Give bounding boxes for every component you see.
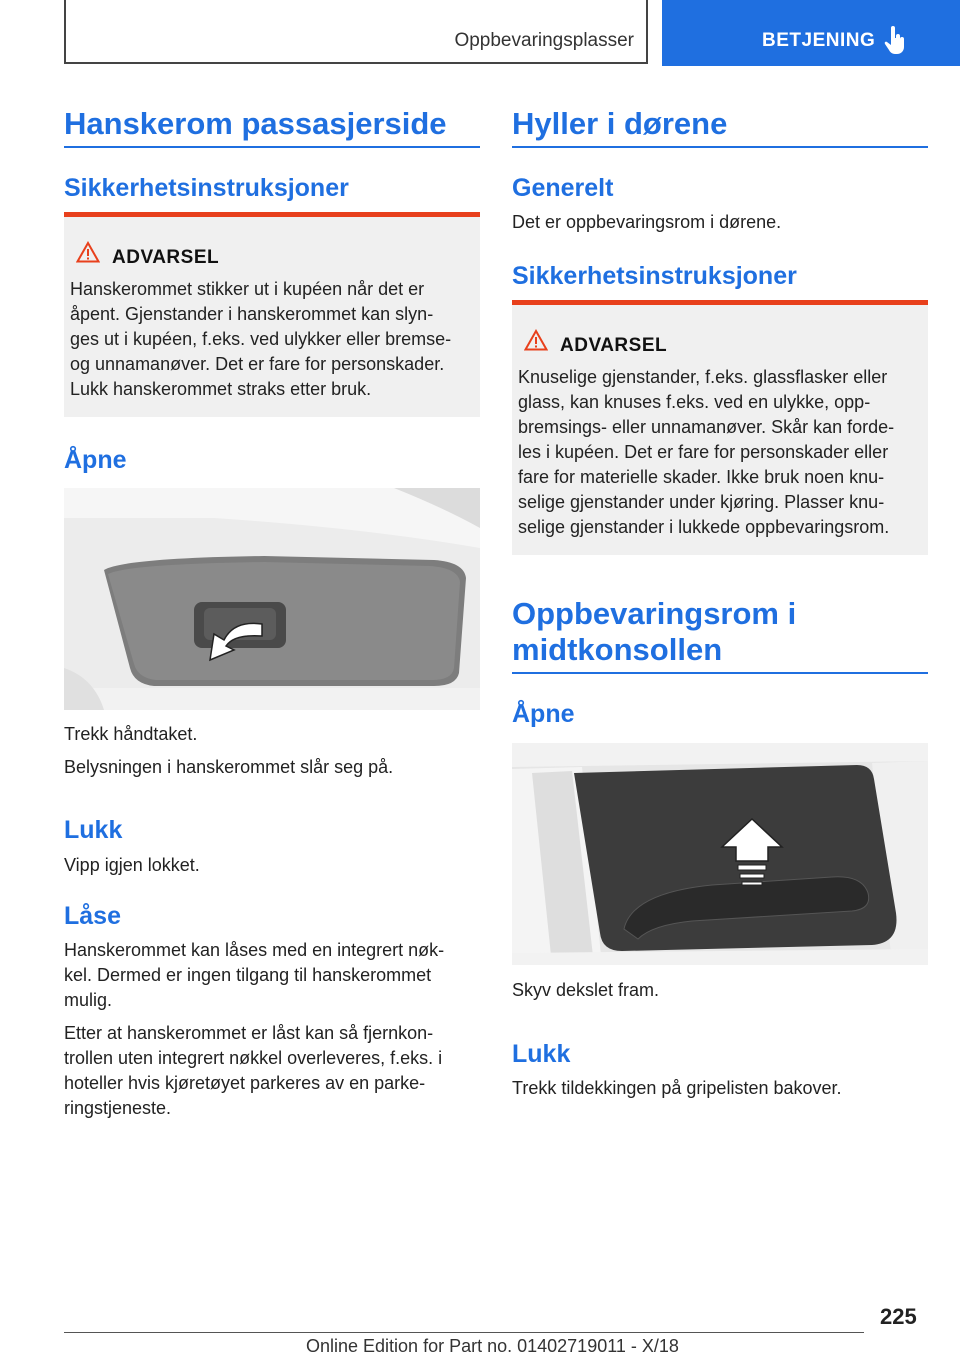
left-lock-paragraph-2 xyxy=(64,1021,480,1121)
warning-line: ges ut i kupéen, f.eks. ved ulykker eller bremse- xyxy=(70,329,452,349)
right-open-text: Skyv dekslet fram. xyxy=(512,980,660,1000)
title-line: Oppbevaringsrom i xyxy=(512,596,797,631)
left-warning-text xyxy=(70,277,478,402)
right-general-text: Det er oppbevaringsrom i dørene. xyxy=(512,212,782,232)
left-safety-heading: Sikkerhetsinstruksjoner xyxy=(64,174,349,202)
warning-line: les i kupéen. Det er fare for personskader eller xyxy=(518,442,889,462)
text-line: ringstjeneste. xyxy=(64,1098,172,1118)
right-close-heading: Lukk xyxy=(512,1040,571,1068)
header-chapter-tab[interactable] xyxy=(662,0,960,66)
text-line: mulig. xyxy=(64,990,113,1010)
warning-line: og unnamanøver. Det er fare for personskader. xyxy=(70,354,445,374)
warning-triangle-icon xyxy=(76,241,100,263)
header-section-title: Oppbevaringsplasser xyxy=(454,30,634,51)
left-warning-box xyxy=(64,212,480,417)
left-open-step-1: Trekk håndtaket. xyxy=(64,724,198,744)
warning-triangle-icon xyxy=(524,329,548,351)
right-close-text: Trekk tildekkingen på gripelisten bakover. xyxy=(512,1078,842,1098)
left-open-heading: Åpne xyxy=(64,446,127,474)
left-page-title: Hanskerom passasjerside xyxy=(64,106,447,141)
header-section-box xyxy=(64,0,648,64)
left-warning-label: ADVARSEL xyxy=(112,247,220,268)
warning-line: selige gjenstander under kjøring. Plasser knu- xyxy=(518,492,885,512)
right-warning-text xyxy=(518,365,926,540)
pointing-hand-icon xyxy=(884,26,906,56)
right-safety-heading: Sikkerhetsinstruksjoner xyxy=(512,262,797,290)
text-line: Etter at hanskerommet er låst kan så fjernkon- xyxy=(64,1023,434,1043)
text-line: trollen uten integrert nøkkel overleveres, f.eks. i xyxy=(64,1048,443,1068)
warning-line: fare for materielle skader. Ikke bruk noen knu- xyxy=(518,467,885,487)
left-lock-paragraph-1 xyxy=(64,938,480,1013)
right-page-title: Hyller i dørene xyxy=(512,106,728,141)
warning-line: selige gjenstander i lukkede oppbevaringsrom. xyxy=(518,517,890,537)
warning-line: åpent. Gjenstander i hanskerommet kan slyn- xyxy=(70,304,434,324)
warning-line: Lukk hanskerommet straks etter bruk. xyxy=(70,379,372,399)
right-title-rule xyxy=(512,146,928,148)
text-line: hoteller hvis kjøretøyet parkeres av en parke- xyxy=(64,1073,426,1093)
left-close-text: Vipp igjen lokket. xyxy=(64,855,200,875)
title-line: midtkonsollen xyxy=(512,632,723,667)
text-line: Hanskerommet kan låses med en integrert nøk- xyxy=(64,940,445,960)
glovebox-illustration xyxy=(64,488,480,710)
left-open-step-2: Belysningen i hanskerommet slår seg på. xyxy=(64,757,394,777)
text-line: kel. Dermed er ingen tilgang til hanskerommet xyxy=(64,965,432,985)
center-console-illustration xyxy=(512,743,928,965)
right-warning-box xyxy=(512,300,928,555)
right-open-heading: Åpne xyxy=(512,700,575,728)
warning-line: glass, kan knuses f.eks. ved en ulykke, opp- xyxy=(518,392,871,412)
warning-line: Hanskerommet stikker ut i kupéen når det er xyxy=(70,279,425,299)
right-section-title-2 xyxy=(512,596,796,668)
footer-rule xyxy=(64,1332,864,1333)
page-number: 225 xyxy=(880,1304,917,1329)
left-title-rule xyxy=(64,146,480,148)
footer-edition: Online Edition for Part no. 01402719011 - X/18 xyxy=(306,1336,679,1356)
left-close-heading: Lukk xyxy=(64,816,123,844)
right-title-2-rule xyxy=(512,672,928,674)
warning-line: bremsings- eller unnamanøver. Skår kan forde- xyxy=(518,417,895,437)
right-general-heading: Generelt xyxy=(512,174,614,202)
warning-line: Knuselige gjenstander, f.eks. glassflasker eller xyxy=(518,367,888,387)
left-lock-heading: Låse xyxy=(64,902,121,930)
header-chapter-label: BETJENING xyxy=(762,30,876,51)
right-warning-label: ADVARSEL xyxy=(560,335,668,356)
